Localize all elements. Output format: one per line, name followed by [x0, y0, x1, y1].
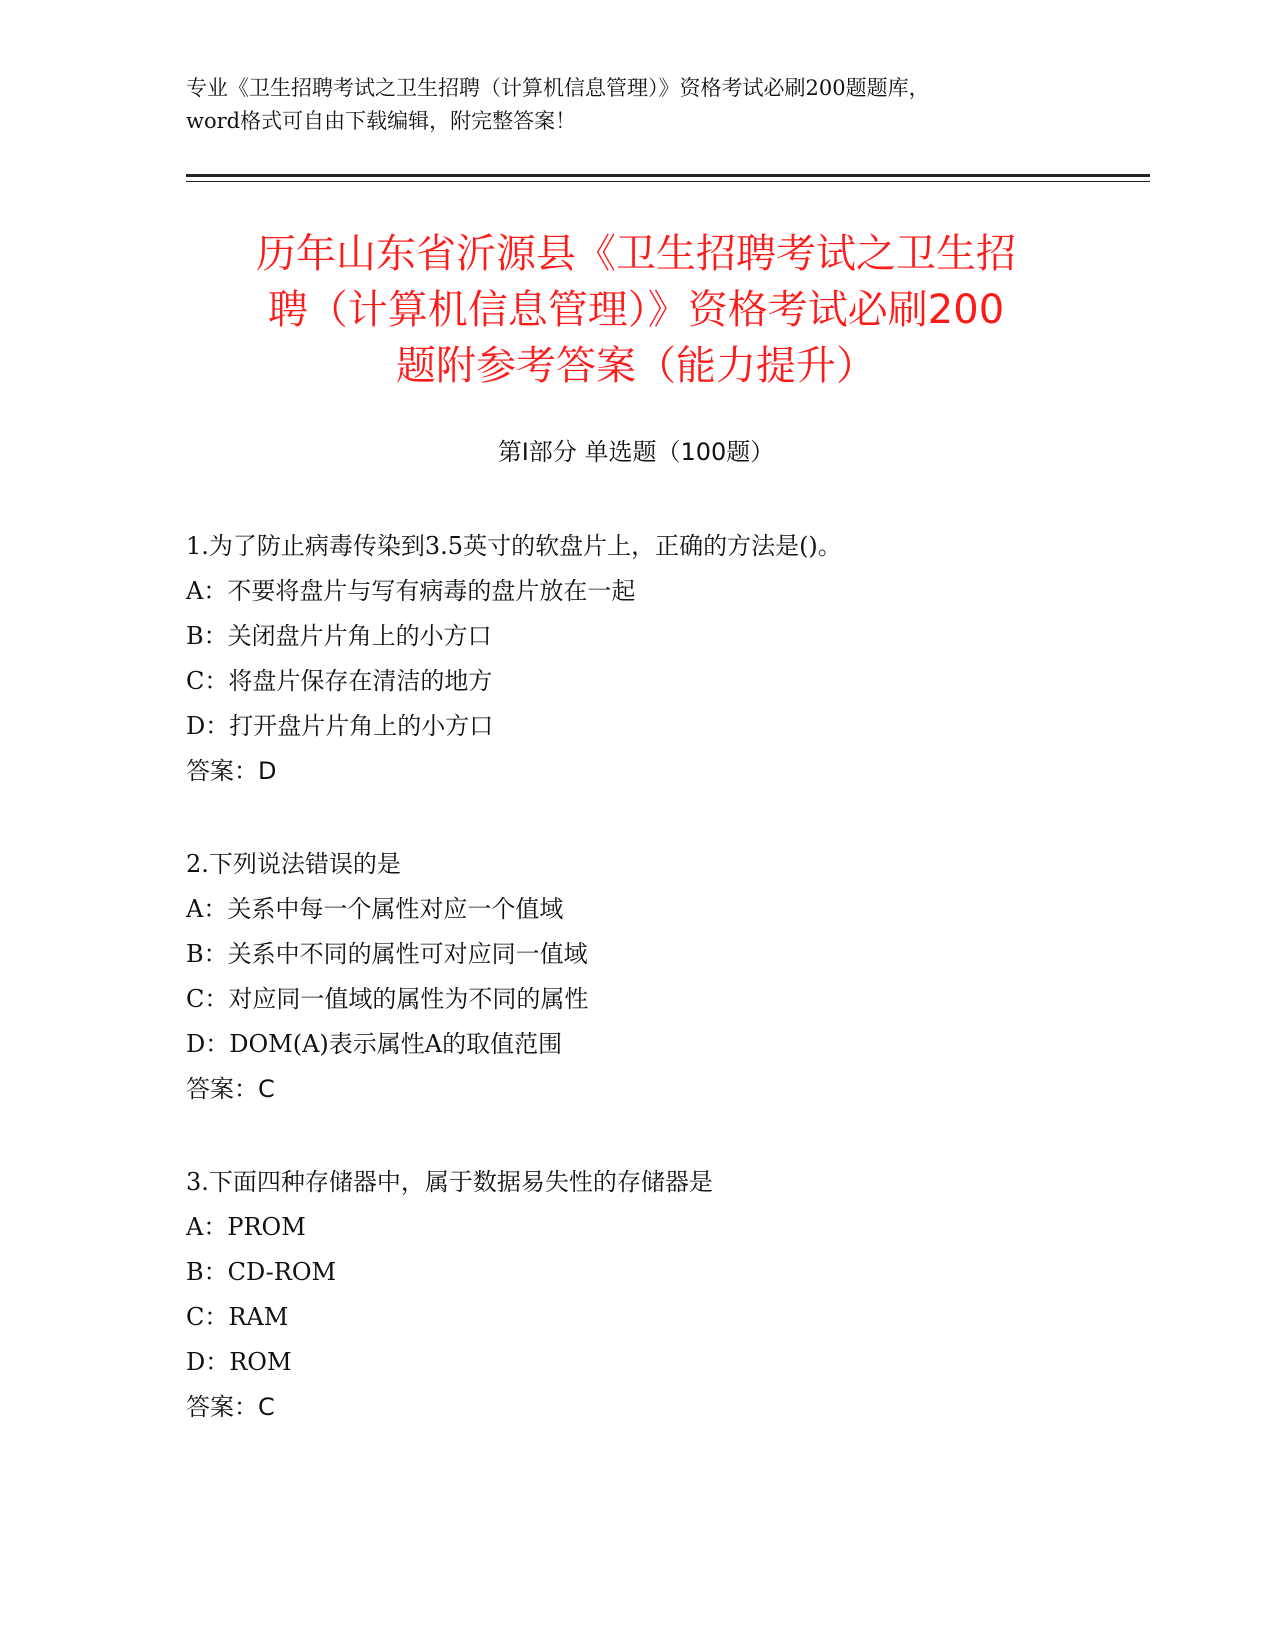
option-c: C：对应同一值域的属性为不同的属性 [186, 985, 589, 1013]
option-c: C：RAM [186, 1303, 289, 1331]
title-line-1: 历年山东省沂源县《卫生招聘考试之卫生招 [256, 231, 1016, 277]
header-rule-thin [186, 181, 1150, 182]
title-line-3: 题附参考答案（能力提升） [396, 343, 876, 389]
question-stem: 2.下列说法错误的是 [186, 850, 401, 878]
option-c: C：将盘片保存在清洁的地方 [186, 667, 493, 695]
header-note-line-2: word格式可自由下载编辑，附完整答案！ [186, 109, 577, 133]
option-d: D：打开盘片片角上的小方口 [186, 712, 494, 740]
option-a: A：关系中每一个属性对应一个值域 [186, 895, 564, 923]
question-stem: 3.下面四种存储器中，属于数据易失性的存储器是 [186, 1168, 713, 1196]
option-a: A：不要将盘片与写有病毒的盘片放在一起 [186, 577, 636, 605]
answer: 答案：D [186, 757, 277, 785]
question-3 [186, 1160, 1106, 1430]
question-stem: 1.为了防止病毒传染到3.5英寸的软盘片上，正确的方法是()。 [186, 532, 842, 560]
option-a: A：PROM [186, 1213, 306, 1241]
header-note-line-1: 专业《卫生招聘考试之卫生招聘（计算机信息管理）》资格考试必刷200题题库， [186, 76, 930, 100]
header-note [186, 72, 1086, 138]
title-line-2: 聘（计算机信息管理）》资格考试必刷200 [267, 287, 1005, 333]
answer: 答案：C [186, 1075, 275, 1103]
option-b: B：关系中不同的属性可对应同一值域 [186, 940, 588, 968]
header-rule-thick [186, 174, 1150, 177]
question-2 [186, 842, 1106, 1112]
document-title [186, 226, 1086, 394]
option-d: D：ROM [186, 1348, 292, 1376]
answer: 答案：C [186, 1393, 275, 1421]
option-b: B：CD-ROM [186, 1258, 337, 1286]
option-d: D：DOM(A)表示属性A的取值范围 [186, 1030, 563, 1058]
option-b: B：关闭盘片片角上的小方口 [186, 622, 492, 650]
question-1 [186, 524, 1106, 794]
section-heading: 第Ⅰ部分 单选题（100题） [497, 438, 775, 466]
